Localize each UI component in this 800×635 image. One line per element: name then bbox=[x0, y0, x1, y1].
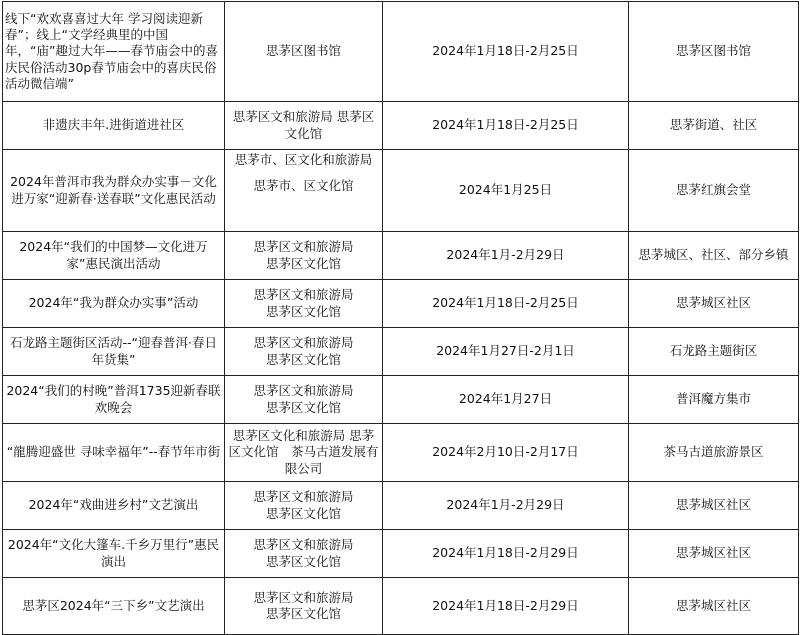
activity-name-cell: 石龙路主题街区活动--“迎春普洱·春日年货集” bbox=[3, 328, 225, 376]
venue-cell: 思茅城区社区 bbox=[629, 530, 799, 578]
venue-cell: 茶马古道旅游景区 bbox=[629, 424, 799, 482]
table-row bbox=[3, 232, 799, 280]
organizer-line: 思茅区文化馆 bbox=[265, 606, 341, 621]
date-cell: 2024年1月18日-2月25日 bbox=[383, 280, 629, 328]
venue-cell: 思茅城区社区 bbox=[629, 280, 799, 328]
date-cell: 2024年1月-2月29日 bbox=[383, 482, 629, 530]
table-row bbox=[3, 424, 799, 482]
venue-cell: 思茅城区、社区、部分乡镇 bbox=[629, 232, 799, 280]
organizer-cell bbox=[225, 280, 383, 328]
table-row bbox=[3, 530, 799, 578]
organizer-line: 思茅区文化馆 bbox=[265, 255, 341, 271]
venue-cell: 思茅红旗会堂 bbox=[629, 150, 799, 232]
organizer-cell: 思茅区图书馆 bbox=[225, 2, 383, 102]
date-cell: 2024年1月18日-2月29日 bbox=[383, 578, 629, 635]
activity-name-cell: 2024年“我为群众办实事”活动 bbox=[3, 280, 225, 328]
organizer-cell bbox=[225, 376, 383, 424]
activity-name-cell: 思茅区2024年“三下乡”文艺演出 bbox=[3, 578, 225, 635]
organizer-line: 思茅区文和旅游局 bbox=[253, 589, 354, 605]
organizer-line: 思茅市、区文化和旅游局 bbox=[234, 152, 373, 167]
organizer-cell bbox=[225, 232, 383, 280]
date-cell: 2024年1月27日-2月1日 bbox=[383, 328, 629, 376]
table-row bbox=[3, 328, 799, 376]
activity-name-cell: 非遗庆丰年.进街道进社区 bbox=[3, 102, 225, 150]
venue-cell: 思茅区图书馆 bbox=[629, 2, 799, 102]
organizer-cell bbox=[225, 482, 383, 530]
venue-cell: 思茅城区社区 bbox=[629, 578, 799, 635]
activity-name-cell: 线下“欢欢喜喜过大年 学习阅读迎新春”；线上“文学经典里的中国年，“庙”趣过大年——春节庙会中的喜庆民俗活动30p春节庙会中的喜庆民俗活动微信端” bbox=[3, 2, 225, 102]
activity-name-cell: 2024年“文化大篷车.千乡万里行”惠民演出 bbox=[3, 530, 225, 578]
table-row bbox=[3, 102, 799, 150]
organizer-cell: 思茅区文化和旅游局 思茅区文化馆 茶马古道发展有限公司 bbox=[225, 424, 383, 482]
venue-cell: 石龙路主题街区 bbox=[629, 328, 799, 376]
venue-cell: 思茅街道、社区 bbox=[629, 102, 799, 150]
date-cell: 2024年1月-2月29日 bbox=[383, 232, 629, 280]
organizer-cell bbox=[225, 150, 383, 232]
date-cell: 2024年1月18日-2月25日 bbox=[383, 2, 629, 102]
organizer-line: 思茅市、区文化馆 bbox=[253, 178, 354, 194]
activity-name-cell: 2024年“我们的中国梦—文化进万家”惠民演出活动 bbox=[3, 232, 225, 280]
organizer-line: 思茅区文和旅游局 bbox=[253, 489, 354, 505]
table-row bbox=[3, 280, 799, 328]
date-cell: 2024年1月25日 bbox=[383, 150, 629, 232]
table-row bbox=[3, 150, 799, 232]
date-cell: 2024年1月18日-2月25日 bbox=[383, 102, 629, 150]
venue-cell: 普洱魔方集市 bbox=[629, 376, 799, 424]
activity-name-cell: “龍腾迎盛世 寻味幸福年”--春节年市街 bbox=[3, 424, 225, 482]
organizer-line: 思茅区文和旅游局 bbox=[253, 287, 354, 303]
organizer-line: 思茅区文化馆 bbox=[265, 553, 341, 569]
table-row bbox=[3, 482, 799, 530]
activity-name-cell: 2024年“戏曲进乡村”文艺演出 bbox=[3, 482, 225, 530]
events-table bbox=[2, 1, 799, 635]
table-row bbox=[3, 2, 799, 102]
table-row bbox=[3, 376, 799, 424]
organizer-line: 思茅区文和旅游局 bbox=[253, 335, 354, 351]
venue-cell: 思茅城区社区 bbox=[629, 482, 799, 530]
organizer-cell: 思茅区文和旅游局 思茅区文化馆 bbox=[225, 102, 383, 150]
organizer-cell bbox=[225, 578, 383, 635]
organizer-cell bbox=[225, 328, 383, 376]
organizer-cell bbox=[225, 530, 383, 578]
organizer-line: 思茅区文和旅游局 bbox=[253, 383, 354, 399]
organizer-line: 思茅区文化馆 bbox=[265, 399, 341, 415]
activity-name-cell: 2024年普洱市我为群众办实事－文化进万家“迎新春·送春联”文化惠民活动 bbox=[3, 150, 225, 232]
organizer-line: 思茅区文和旅游局 bbox=[253, 537, 354, 553]
date-cell: 2024年1月27日 bbox=[383, 376, 629, 424]
organizer-line: 思茅区文化馆 bbox=[265, 303, 341, 319]
organizer-line: 思茅区文和旅游局 bbox=[253, 239, 354, 255]
organizer-line: 思茅区文化馆 bbox=[265, 351, 341, 367]
date-cell: 2024年2月10日-2月17日 bbox=[383, 424, 629, 482]
organizer-line: 思茅区文化馆 bbox=[265, 505, 341, 521]
date-cell: 2024年1月18日-2月29日 bbox=[383, 530, 629, 578]
table-row bbox=[3, 578, 799, 635]
activity-name-cell: 2024“我们的村晚”普洱1735迎新春联欢晚会 bbox=[3, 376, 225, 424]
